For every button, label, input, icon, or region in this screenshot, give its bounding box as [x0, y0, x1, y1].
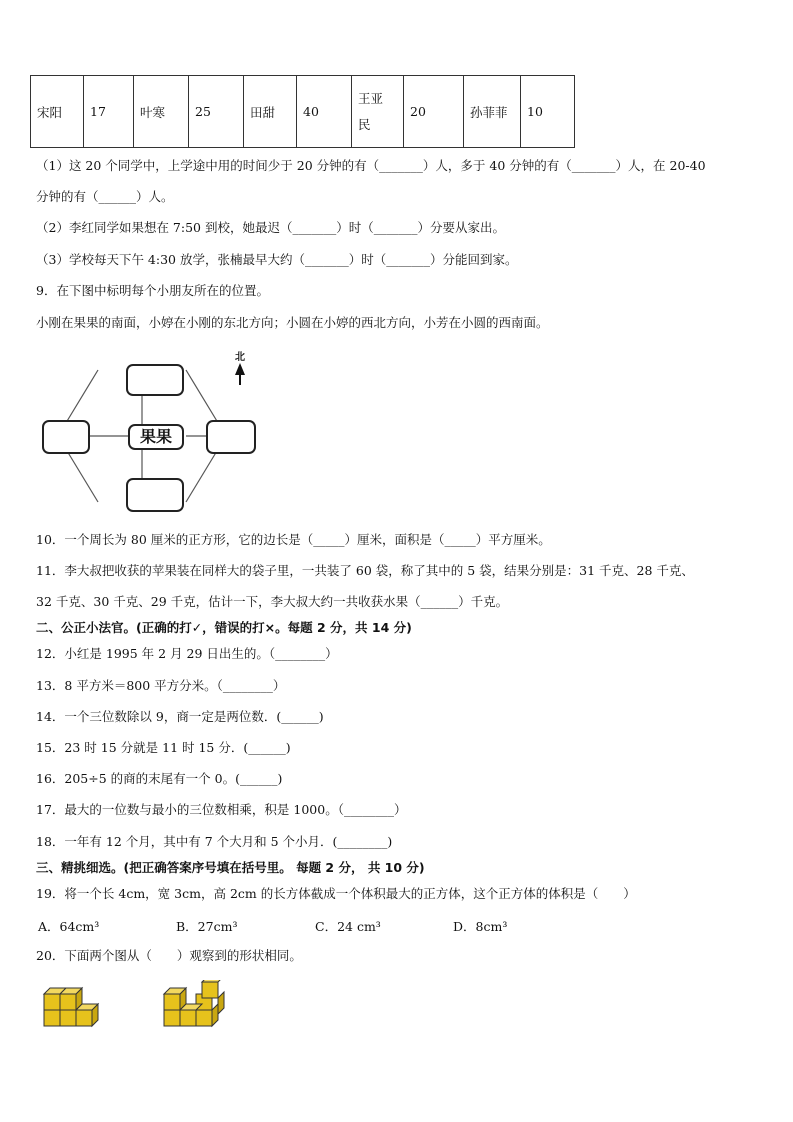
section2-heading: 二、公正小法官。(正确的打✓，错误的打×。每题 2 分，共 14 分) — [36, 620, 412, 635]
table-cell-time: 40 — [297, 76, 352, 148]
cube-figure-2 — [160, 980, 230, 1030]
table-cell-name — [352, 76, 404, 148]
q13: 13．8 平方米＝800 平方分米。（________） — [36, 678, 286, 693]
q11-line1: 11．李大叔把收获的苹果装在同样大的袋子里，一共装了 60 袋，称了其中的 5 袋，结果分别是：31 千克、28 千克、 — [36, 563, 694, 578]
table-cell-time: 25 — [189, 76, 244, 148]
center-box-guoguo: 果果 — [128, 424, 184, 450]
q19-option-c: C．24 cm³ — [315, 919, 381, 934]
east-box — [206, 420, 256, 454]
table-cell-name: 宋阳 — [31, 76, 84, 148]
q20: 20．下面两个图从（ ）观察到的形状相同。 — [36, 948, 302, 963]
q10: 10．一个周长为 80 厘米的正方形，它的边长是（_____）厘米，面积是（_____）平方厘米。 — [36, 532, 551, 547]
table-cell-name: 叶寒 — [134, 76, 189, 148]
name-line-1: 王亚 — [358, 90, 384, 106]
q15: 15．23 时 15 分就是 11 时 15 分．(______) — [36, 740, 291, 755]
table-cell-name: 田甜 — [244, 76, 297, 148]
name-line-2: 民 — [358, 116, 371, 132]
q17: 17．最大的一位数与最小的三位数相乘，积是 1000。（________） — [36, 802, 407, 817]
q9-title: 9．在下图中标明每个小朋友所在的位置。 — [36, 283, 269, 298]
cube-figure-1 — [40, 980, 106, 1030]
north-indicator — [233, 352, 247, 389]
table-cell-time: 17 — [84, 76, 134, 148]
q18: 18．一年有 12 个月，其中有 7 个大月和 5 个小月．(________) — [36, 834, 393, 849]
q11-line2: 32 千克、30 千克、29 千克，估计一下，李大叔大约一共收获水果（______）千克。 — [36, 594, 509, 609]
north-arrow-icon — [233, 363, 247, 385]
south-box — [126, 478, 184, 512]
q12: 12．小红是 1995 年 2 月 29 日出生的。（________） — [36, 646, 338, 661]
commute-time-table — [30, 75, 575, 148]
q19-option-a: A．64cm³ — [38, 919, 100, 934]
table-cell-name: 孙菲菲 — [464, 76, 521, 148]
table-row — [31, 76, 575, 148]
table-cell-time: 20 — [404, 76, 464, 148]
q8-sub1-line2: 分钟的有（______）人。 — [36, 189, 174, 204]
q9-description: 小刚在果果的南面，小婷在小刚的东北方向；小圆在小婷的西北方向，小芳在小圆的西南面。 — [36, 315, 549, 330]
q8-sub1-line1: （1）这 20 个同学中，上学途中用的时间少于 20 分钟的有（_______）人，多于 40 分钟的有（_______）人，在 20-40 — [36, 158, 706, 173]
north-box — [126, 364, 184, 396]
q16: 16．205÷5 的商的末尾有一个 0。(______) — [36, 771, 283, 786]
west-box — [42, 420, 90, 454]
section3-heading: 三、精挑细选。(把正确答案序号填在括号里。 每题 2 分， 共 10 分) — [36, 860, 425, 875]
q8-sub2: （2）李红同学如果想在 7:50 到校，她最迟（_______）时（_______）分要从家出。 — [36, 220, 505, 235]
q8-sub3: （3）学校每天下午 4:30 放学，张楠最早大约（_______）时（_______）分能回到家。 — [36, 252, 518, 267]
q14: 14．一个三位数除以 9，商一定是两位数．(______) — [36, 709, 324, 724]
q19-option-d: D．8cm³ — [453, 919, 508, 934]
north-label: 北 — [235, 352, 245, 363]
q19: 19．将一个长 4cm，宽 3cm，高 2cm 的长方体截成一个体积最大的正方体，这个正方体的体积是（ ） — [36, 886, 636, 901]
q19-option-b: B．27cm³ — [176, 919, 238, 934]
table-cell-time: 10 — [521, 76, 575, 148]
